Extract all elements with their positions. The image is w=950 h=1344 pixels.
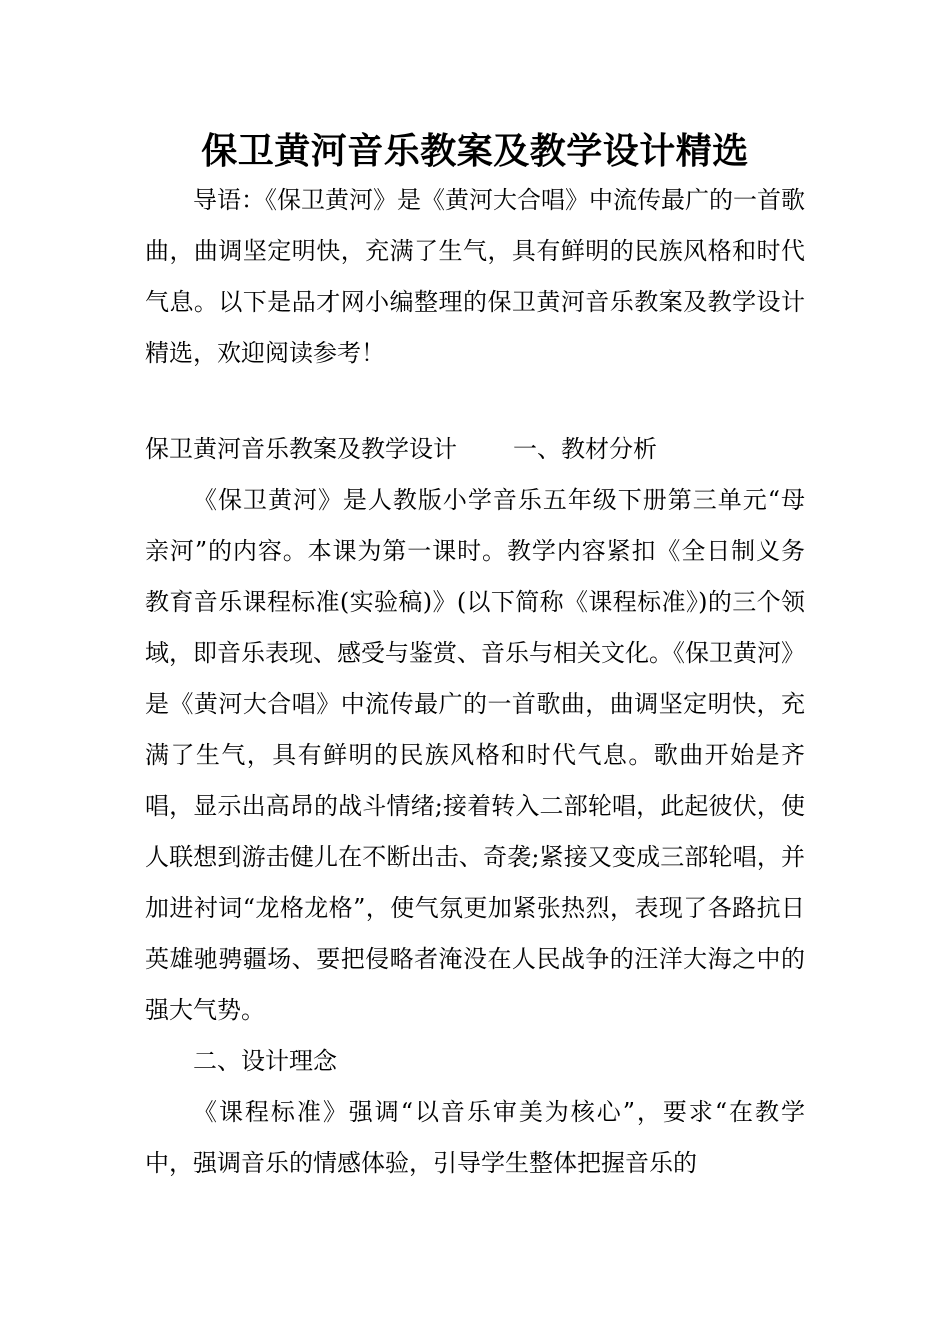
section-title: 保卫黄河音乐教案及教学设计 (145, 435, 457, 463)
paragraph-two: 《课程标准》强调“以音乐审美为核心”，要求“在教学中，强调音乐的情感体验，引导学生整体把握音乐的 (145, 1098, 805, 1177)
section-header-line (145, 424, 805, 475)
paragraph-one: 《保卫黄河》是人教版小学音乐五年级下册第三单元“母亲河”的内容。本课为第一课时。教学内容紧扣《全日制义务教育音乐课程标准(实验稿)》(以下简称《课程标准》)的三个领域，即音乐表现、感受与鉴赏、音乐与相关文化。《保卫黄河》是《黄河大合唱》中流传最广的一首歌曲，曲调坚定明快，充满了生气，具有鲜明的民族风格和时代气息。歌曲开始是齐唱，显示出高昂的战斗情绪;接着转入二部轮唱，此起彼伏，使人联想到游击健儿在不断出击、奇袭;紧接又变成三部轮唱，并加进衬词“龙格龙格”，使气氛更加紧张热烈，表现了各路抗日英雄驰骋疆场、要把侵略者淹没在人民战争的汪洋大海之中的强大气势。 (145, 486, 805, 1024)
section-two-heading: 二、设计理念 (193, 1047, 337, 1075)
section-one-heading: 一、教材分析 (513, 435, 657, 463)
document-title: 保卫黄河音乐教案及教学设计精选 (201, 130, 749, 172)
body-text-block (145, 475, 805, 1189)
intro-block (145, 175, 805, 379)
section-header-block (145, 424, 805, 475)
intro-paragraph: 导语：《保卫黄河》是《黄河大合唱》中流传最广的一首歌曲，曲调坚定明快，充满了生气，具有鲜明的民族风格和时代气息。以下是品才网小编整理的保卫黄河音乐教案及教学设计精选，欢迎阅读参考！ (145, 186, 805, 367)
